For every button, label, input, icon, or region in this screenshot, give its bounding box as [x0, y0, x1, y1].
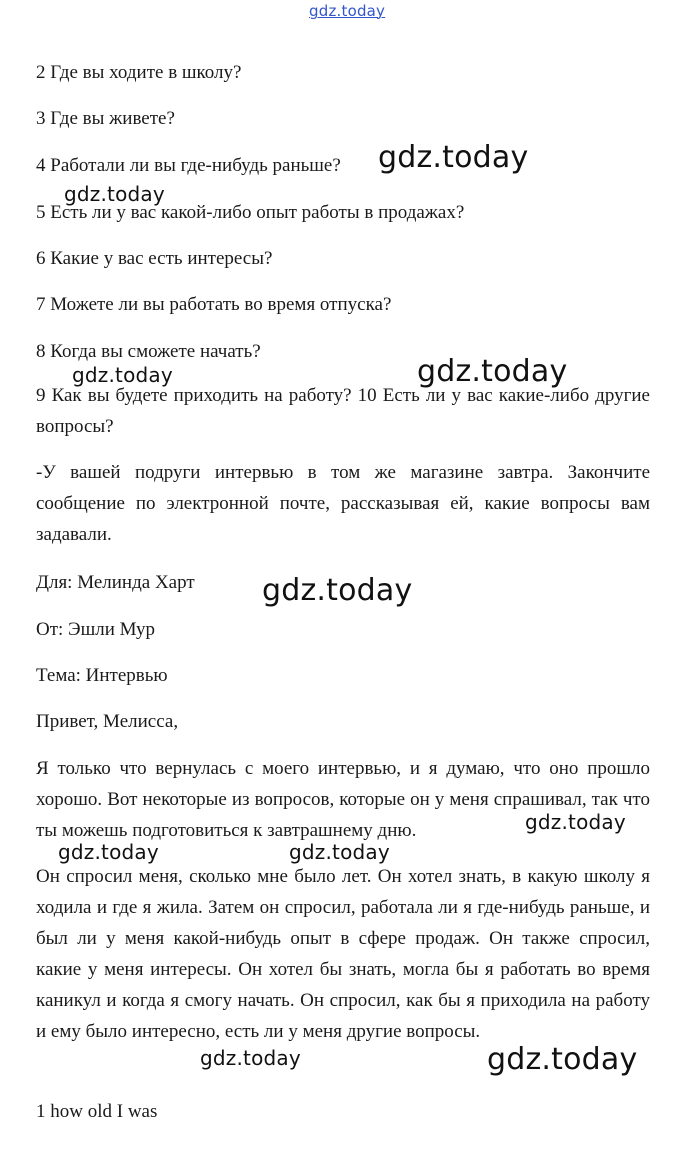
question-9-10: 9 Как вы будете приходить на работу? 10 Есть ли у вас какие-либо другие вопросы? — [36, 385, 650, 437]
question-8: 8 Когда вы сможете начать? — [36, 341, 261, 362]
email-from: От: Эшли Мур — [36, 619, 156, 640]
watermark: gdz.today — [378, 140, 529, 175]
watermark: gdz.today — [262, 573, 413, 608]
watermark: gdz.today — [525, 810, 626, 834]
email-paragraph-1: Я только что вернулась с моего интервью, и я думаю, что оно прошло хорошо. Вот некоторые из вопросов, которые он у меня спрашивал, так что ты можешь подготовиться к завтрашнему дню. — [36, 758, 650, 841]
question-2: 2 Где вы ходите в школу? — [36, 62, 242, 83]
question-4: 4 Работали ли вы где-нибудь раньше? — [36, 155, 341, 176]
task-instruction: -У вашей подруги интервью в том же магазине завтра. Закончите сообщение по электронной почте, рассказывая ей, какие вопросы вам задавали. — [36, 462, 650, 545]
email-paragraph-2: Он спросил меня, сколько мне было лет. Он хотел знать, в какую школу я ходила и где я жила. Затем он спросил, работала ли я где-нибудь раньше, и был ли у меня какой-нибудь опыт в сфере продаж. Он также спросил, какие у меня интересы. Он хотел бы знать, могла бы я работать во время каникул и когда я смогу начать. Он спросил, как бы я приходила на работу и ему было интересно, есть ли у меня другие вопросы. — [36, 866, 650, 1042]
watermark: gdz.today — [72, 363, 173, 387]
watermark: gdz.today — [487, 1042, 638, 1077]
email-greeting: Привет, Мелисса, — [36, 711, 179, 732]
question-6: 6 Какие у вас есть интересы? — [36, 248, 273, 269]
question-3: 3 Где вы живете? — [36, 108, 175, 129]
watermark: gdz.today — [58, 840, 159, 864]
watermark: gdz.today — [200, 1046, 301, 1070]
email-to: Для: Мелинда Харт — [36, 572, 195, 593]
email-subject: Тема: Интервью — [36, 665, 168, 686]
question-7: 7 Можете ли вы работать во время отпуска? — [36, 294, 392, 315]
question-5: 5 Есть ли у вас какой-либо опыт работы в продажах? — [36, 202, 465, 223]
watermark-top-link[interactable]: gdz.today — [309, 2, 386, 20]
watermark: gdz.today — [417, 354, 568, 389]
watermark: gdz.today — [289, 840, 390, 864]
watermark: gdz.today — [64, 182, 165, 206]
answer-1: 1 how old I was — [36, 1101, 158, 1122]
